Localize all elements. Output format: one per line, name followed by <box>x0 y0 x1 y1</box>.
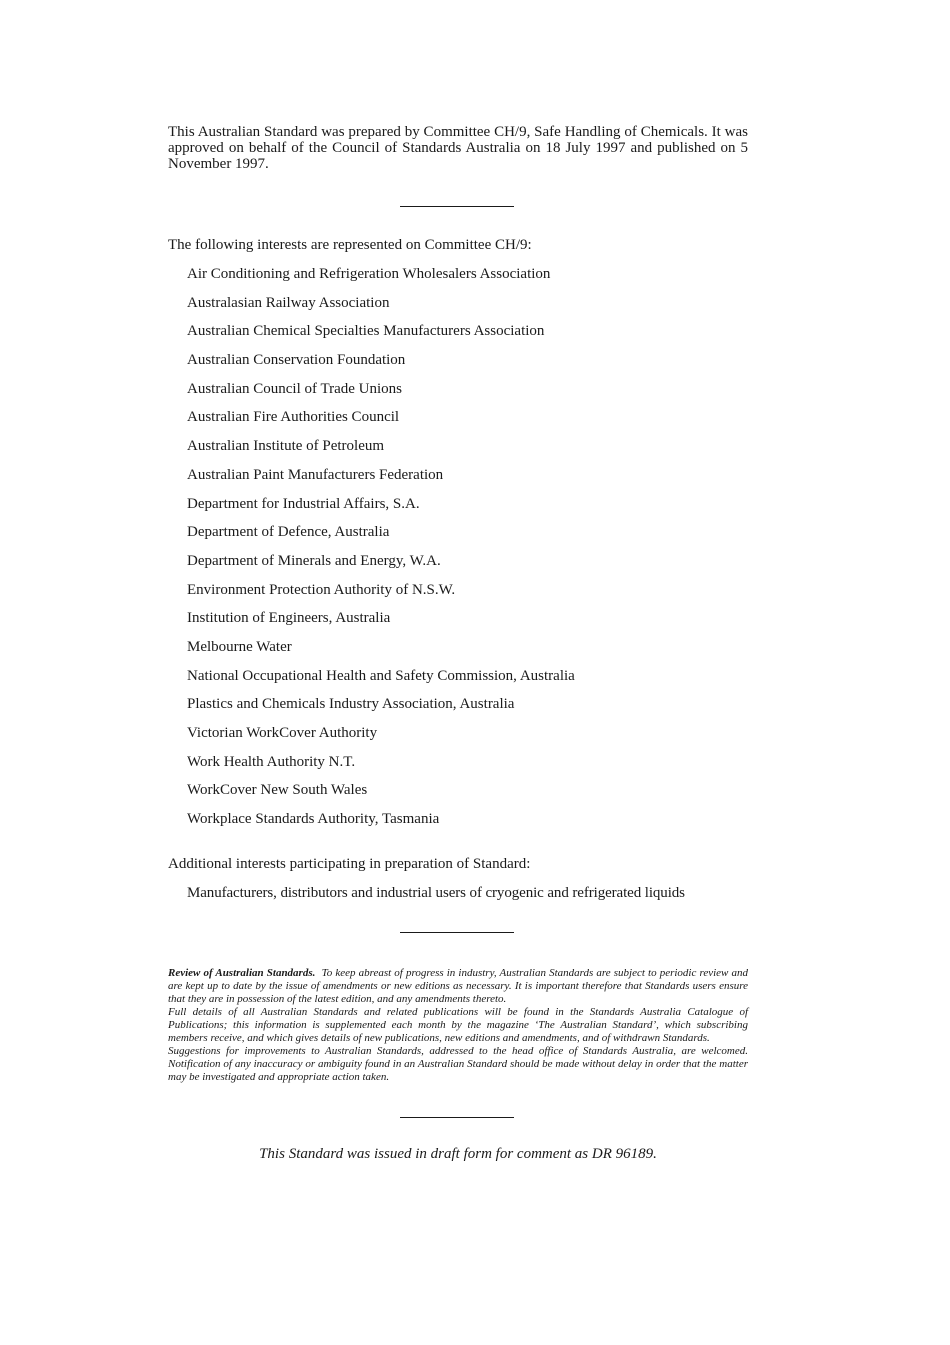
committee-heading: The following interests are represented on Committee CH/9: <box>168 237 532 253</box>
committee-member: Australian Conservation Foundation <box>187 352 406 369</box>
committee-member: Australian Chemical Specialties Manufacturers Association <box>187 323 545 340</box>
preparation-statement: This Australian Standard was prepared by Committee CH/9, Safe Handling of Chemicals. It was approved on behalf of the Council of Standards Australia on 18 July 1997 and published on 5 November 1997. <box>168 124 748 172</box>
committee-member: Melbourne Water <box>187 638 292 655</box>
committee-member: Environment Protection Authority of N.S.W. <box>187 581 456 598</box>
committee-member: Institution of Engineers, Australia <box>187 610 391 627</box>
review-text: To keep abreast of progress in industry, Australian Standards are subject to periodic review and are kept up to date by the issue of amendments or new editions as necessary. It is important therefore that Standards users ensure that they are in possession of the latest edition, and any amendments thereto. <box>168 967 748 1006</box>
document-page <box>168 124 748 1163</box>
committee-member: Workplace Standards Authority, Tasmania <box>187 811 440 828</box>
review-notice <box>168 967 748 1084</box>
committee-member: Australian Fire Authorities Council <box>187 409 400 426</box>
committee-member: National Occupational Health and Safety Commission, Australia <box>187 667 575 684</box>
committee-member-list <box>168 265 748 828</box>
committee-member: Victorian WorkCover Authority <box>187 725 378 741</box>
committee-member: Air Conditioning and Refrigeration Wholesalers Association <box>187 266 551 282</box>
draft-note: This Standard was issued in draft form for comment as DR 96189. <box>259 1146 657 1163</box>
committee-member: Australian Council of Trade Unions <box>187 380 402 397</box>
review-paragraph <box>168 967 748 1006</box>
committee-member: Department for Industrial Affairs, S.A. <box>187 495 420 512</box>
committee-member: Work Health Authority N.T. <box>187 753 356 770</box>
committee-member: Australian Institute of Petroleum <box>187 438 385 455</box>
committee-member: Plastics and Chemicals Industry Association, Australia <box>187 696 515 713</box>
section-divider <box>400 1117 514 1118</box>
section-divider <box>400 206 514 207</box>
additional-interest-item: Manufacturers, distributors and industrial users of cryogenic and refrigerated liquids <box>187 885 685 902</box>
committee-member: WorkCover New South Wales <box>187 782 368 799</box>
committee-member: Australian Paint Manufacturers Federation <box>187 466 444 483</box>
review-paragraph: Suggestions for improvements to Australian Standards, addressed to the head office of Standards Australia, are welcomed. Notification of any inaccuracy or ambiguity found in an Australian Standard should be made without delay in order that the matter may be investigated and appropriate action taken. <box>168 1045 748 1084</box>
review-paragraph: Full details of all Australian Standards and related publications will be found in the Standards Australia Catalogue of Publications; this information is supplemented each month by the magazine ‘The Australian Standard’, which subscribing members receive, and which gives details of new publications, new editions and amendments, and of withdrawn Standards. <box>168 1006 748 1045</box>
review-lead: Review of Australian Standards. <box>168 967 316 980</box>
committee-member: Department of Minerals and Energy, W.A. <box>187 552 441 569</box>
section-divider <box>400 932 514 933</box>
additional-interests-heading: Additional interests participating in preparation of Standard: <box>168 856 531 873</box>
committee-member: Australasian Railway Association <box>187 294 390 311</box>
committee-member: Department of Defence, Australia <box>187 524 390 541</box>
